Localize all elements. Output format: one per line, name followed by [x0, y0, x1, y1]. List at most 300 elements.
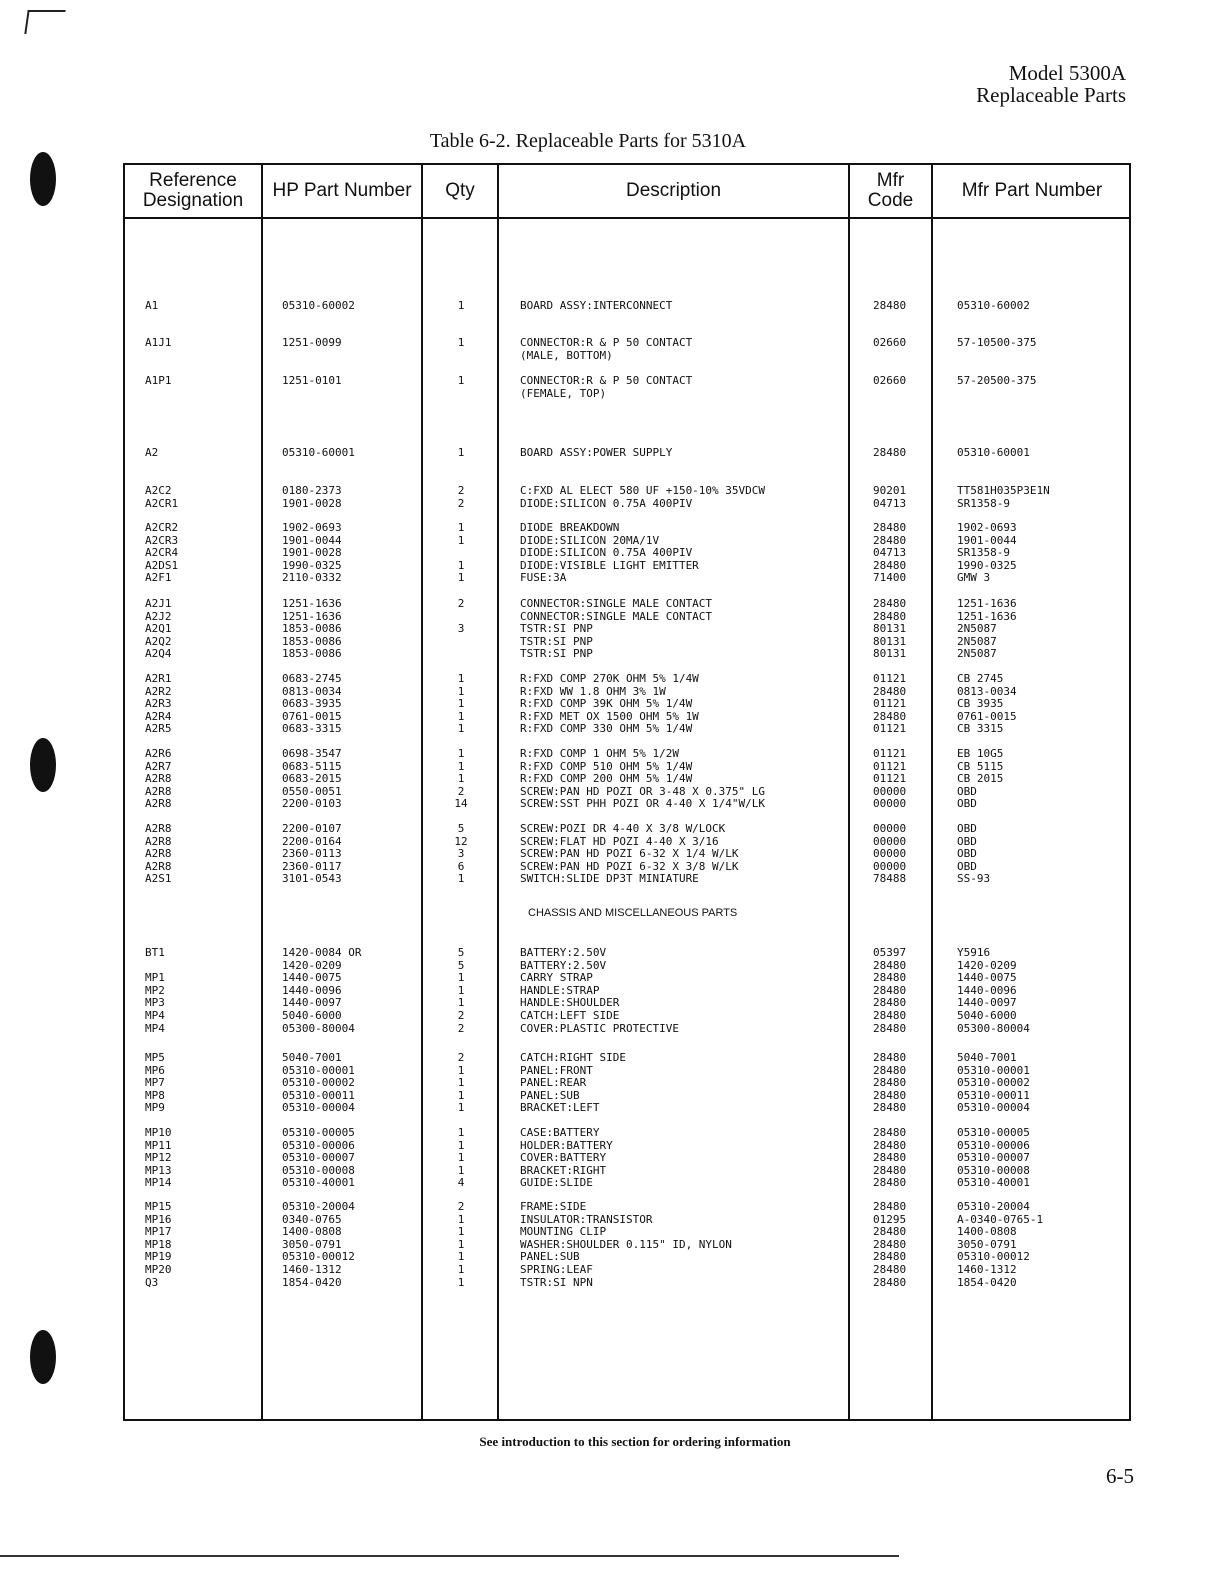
cell-desc: SCREW:PAN HD POZI OR 3-48 X 0.375" LG [520, 784, 766, 798]
cell-desc: R:FXD COMP 1 OHM 5% 1/2W [520, 747, 679, 760]
cell-mfrpart: 1902-0693 [957, 521, 1017, 534]
cell-ref: A2R5 [145, 722, 172, 736]
cell-hp: 05310-20004 [282, 1200, 355, 1213]
cell-mfrpart: 1990-0325 [957, 558, 1017, 572]
cell-qty: 1 [457, 872, 465, 886]
cell-mfr: 28480 [873, 1138, 907, 1152]
cell-desc: BATTERY:2.50V [520, 958, 607, 972]
cell-desc: R:FXD MET OX 1500 OHM 5% 1W [520, 709, 699, 723]
cell-ref: A2R3 [145, 697, 172, 711]
cell-hp: 1251-0099 [282, 336, 342, 349]
cell-qty: 5 [457, 946, 465, 959]
cell-mfrpart: 1440-0096 [957, 983, 1017, 997]
cell-desc: R:FXD COMP 330 OHM 5% 1/4W [520, 722, 693, 736]
bottom-rule [0, 1555, 899, 1557]
cell-hp: 5040-7001 [282, 1051, 342, 1064]
cell-mfrpart: 5040-6000 [957, 1009, 1017, 1022]
cell-qty: 1 [457, 747, 465, 760]
cell-mfr: 28480 [873, 609, 907, 623]
cell-ref: A2DS1 [145, 558, 179, 572]
cell-ref: A1J1 [145, 336, 172, 349]
cell-qty: 2 [457, 496, 465, 510]
cell-mfrpart: Y5916 [957, 946, 991, 959]
cell-desc: COVER:BATTERY [520, 1151, 607, 1165]
cell-ref: A2R1 [145, 672, 172, 685]
cell-qty: 1 [457, 1212, 465, 1226]
cell-desc: WASHER:SHOULDER 0.115" ID, NYLON [520, 1237, 732, 1251]
cell-hp: 0761-0015 [282, 709, 342, 723]
cell-desc: CONNECTOR:SINGLE MALE CONTACT [520, 597, 713, 610]
cell-mfrpart: 1854-0420 [957, 1275, 1017, 1289]
cell-qty: 2 [457, 1051, 465, 1064]
cell-ref: A2R7 [145, 759, 172, 773]
cell-mfr: 28480 [873, 1009, 907, 1022]
cell-desc: TSTR:SI PNP [520, 634, 593, 648]
header-model: Model 5300A [1008, 61, 1126, 85]
cell-mfr: 28480 [873, 1151, 907, 1165]
cell-qty: 1 [457, 374, 465, 387]
cell-desc: PANEL:FRONT [520, 1063, 593, 1077]
cell-desc: INSULATOR:TRANSISTOR [520, 1212, 653, 1226]
cell-hp: 2110-0332 [282, 571, 342, 585]
cell-mfrpart: 2N5087 [957, 622, 997, 636]
cell-hp: 5040-6000 [282, 1009, 342, 1022]
cell-hp: 0683-3315 [282, 722, 342, 736]
cell-ref: A2S1 [145, 872, 172, 886]
cell-mfr: 28480 [873, 1263, 907, 1276]
cell-qty: 3 [457, 622, 465, 636]
cell-hp: 0683-2015 [282, 772, 342, 786]
cell-hp: 0813-0034 [282, 684, 342, 698]
cell-mfr: 80131 [873, 634, 907, 648]
cell-hp: 3101-0543 [282, 872, 342, 886]
cell-ref: A2R8 [145, 847, 172, 861]
cell-desc: DIODE:SILICON 20MA/1V [520, 533, 660, 547]
cell-desc: R:FXD COMP 200 OHM 5% 1/4W [520, 772, 693, 786]
column-header-hp-part-label: HP Part Number [272, 180, 412, 201]
cell-ref: A1 [145, 299, 159, 312]
cell-mfrpart: SR1358-9 [957, 496, 1010, 510]
cell-ref: A2R8 [145, 822, 172, 835]
cell-ref: MP15 [145, 1200, 172, 1213]
cell-mfrpart: 1901-0044 [957, 533, 1017, 547]
cell-hp: 05310-00006 [282, 1138, 355, 1152]
cell-hp: 05310-00004 [282, 1101, 355, 1115]
cell-mfr: 04713 [873, 546, 907, 560]
cell-mfr: 01121 [873, 747, 907, 760]
cell-mfrpart: 05310-00005 [957, 1126, 1030, 1139]
cell-mfrpart: 05310-00012 [957, 1250, 1030, 1264]
cell-ref: MP2 [145, 983, 165, 997]
cell-mfr: 28480 [873, 597, 907, 610]
cell-desc: PANEL:SUB [520, 1250, 580, 1264]
cell-ref: A2R6 [145, 747, 172, 760]
cell-qty: 1 [457, 558, 465, 572]
cell-ref: A2R8 [145, 784, 172, 798]
cell-hp: 1854-0420 [282, 1275, 342, 1289]
cell-hp: 1901-0028 [282, 496, 342, 510]
cell-hp: 0698-3547 [282, 747, 342, 760]
cell-qty: 1 [457, 336, 465, 349]
cell-desc: CATCH:RIGHT SIDE [520, 1051, 626, 1064]
cell-mfrpart: 05310-00001 [957, 1063, 1030, 1077]
cell-ref: Q3 [145, 1275, 159, 1289]
cell-ref: MP4 [145, 1021, 165, 1035]
cell-desc: CONNECTOR:R & P 50 CONTACT (FEMALE, TOP) [520, 374, 693, 400]
cell-mfr: 02660 [873, 336, 907, 349]
cell-desc: BRACKET:RIGHT [520, 1163, 607, 1177]
cell-mfr: 01121 [873, 722, 907, 736]
cell-mfr: 28480 [873, 533, 907, 547]
cell-hp: 1901-0044 [282, 533, 342, 547]
cell-mfr: 28480 [873, 1021, 907, 1035]
cell-ref: A2C2 [145, 484, 172, 497]
cell-mfr: 28480 [873, 1063, 907, 1077]
cell-ref: MP3 [145, 996, 165, 1010]
cell-hp: 1853-0086 [282, 647, 342, 661]
cell-hp: 1420-0084 OR [282, 946, 362, 959]
cell-mfrpart: 05310-00011 [957, 1088, 1030, 1102]
cell-mfr: 28480 [873, 558, 907, 572]
header-section: Replaceable Parts [976, 83, 1126, 107]
cell-mfrpart: 05310-00006 [957, 1138, 1030, 1152]
cell-hp: 1251-1636 [282, 597, 342, 610]
cell-mfr: 01121 [873, 697, 907, 711]
cell-hp: 0683-5115 [282, 759, 342, 773]
cell-mfrpart: EB 10G5 [957, 747, 1004, 760]
cell-desc: CONNECTOR:SINGLE MALE CONTACT [520, 609, 713, 623]
cell-mfrpart: OBD [957, 847, 977, 861]
cell-mfrpart: 05310-60002 [957, 299, 1030, 312]
cell-qty: 4 [457, 1176, 465, 1190]
cell-mfrpart: OBD [957, 859, 977, 873]
cell-mfr: 01121 [873, 772, 907, 786]
cell-hp: 05300-80004 [282, 1021, 355, 1035]
cell-desc: CARRY STRAP [520, 971, 593, 985]
cell-desc: PANEL:SUB [520, 1088, 580, 1102]
cell-qty: 2 [457, 1021, 465, 1035]
cell-ref: MP10 [145, 1126, 172, 1139]
cell-ref: A2R8 [145, 797, 172, 811]
cell-desc: BRACKET:LEFT [520, 1101, 600, 1115]
cell-mfr: 05397 [873, 946, 907, 959]
cell-desc: SCREW:PAN HD POZI 6-32 X 3/8 W/LK [520, 859, 739, 873]
cell-mfrpart: 05310-20004 [957, 1200, 1030, 1213]
cell-desc: SPRING:LEAF [520, 1263, 593, 1276]
cell-mfrpart: SR1358-9 [957, 546, 1010, 560]
cell-desc: SCREW:PAN HD POZI 6-32 X 1/4 W/LK [520, 847, 739, 861]
cell-qty: 12 [454, 834, 468, 848]
cell-mfr: 00000 [873, 834, 907, 848]
cell-hp: 05310-00008 [282, 1163, 355, 1177]
cell-desc: R:FXD COMP 39K OHM 5% 1/4W [520, 697, 693, 711]
cell-hp: 0683-3935 [282, 697, 342, 711]
cell-hp: 05310-00007 [282, 1151, 355, 1165]
cell-hp: 05310-60002 [282, 299, 355, 312]
binder-hole-icon [30, 1330, 56, 1384]
cell-qty: 1 [457, 1063, 465, 1077]
column-header-qty-label: Qty [445, 180, 475, 201]
cell-ref: A2Q4 [145, 647, 172, 661]
cell-desc: HANDLE:STRAP [520, 983, 600, 997]
cell-mfrpart: CB 2745 [957, 672, 1004, 685]
cell-hp: 1901-0028 [282, 546, 342, 560]
page-header [976, 62, 1126, 106]
cell-ref: A2Q1 [145, 622, 172, 636]
cell-ref: MP4 [145, 1009, 165, 1022]
cell-qty: 1 [457, 1275, 465, 1289]
cell-ref: A2J1 [145, 597, 172, 610]
cell-ref: MP13 [145, 1163, 172, 1177]
cell-hp: 1251-0101 [282, 374, 342, 387]
cell-mfr: 00000 [873, 822, 907, 835]
cell-mfrpart: 05310-00008 [957, 1163, 1030, 1177]
cell-hp: 0340-0765 [282, 1212, 342, 1226]
cell-mfrpart: 57-10500-375 [957, 336, 1037, 349]
cell-qty: 1 [457, 1237, 465, 1251]
cell-ref: A2R8 [145, 772, 172, 786]
cell-desc: BOARD ASSY:INTERCONNECT [520, 299, 673, 312]
cell-hp: 1853-0086 [282, 634, 342, 648]
cell-ref: A2CR1 [145, 496, 179, 510]
cell-mfrpart: CB 2015 [957, 772, 1004, 786]
cell-desc: R:FXD WW 1.8 OHM 3% 1W [520, 684, 666, 698]
cell-mfr: 28480 [873, 1275, 907, 1289]
cell-mfr: 28480 [873, 1200, 907, 1213]
cell-qty: 1 [457, 672, 465, 685]
cell-mfr: 28480 [873, 983, 907, 997]
cell-mfrpart: 0813-0034 [957, 684, 1017, 698]
corner-crop-mark [24, 10, 65, 34]
cell-desc: MOUNTING CLIP [520, 1225, 607, 1239]
cell-ref: A1P1 [145, 374, 172, 387]
cell-mfrpart: 1251-1636 [957, 609, 1017, 623]
cell-qty: 1 [457, 1138, 465, 1152]
section-title-chassis: CHASSIS AND MISCELLANEOUS PARTS [528, 907, 738, 919]
cell-desc: SCREW:SST PHH POZI OR 4-40 X 1/4"W/LK [520, 797, 766, 811]
cell-qty: 1 [457, 772, 465, 786]
cell-qty: 1 [457, 1076, 465, 1090]
cell-ref: A2R2 [145, 684, 172, 698]
cell-hp: 2200-0103 [282, 797, 342, 811]
cell-mfr: 28480 [873, 1225, 907, 1239]
cell-hp: 1251-1636 [282, 609, 342, 623]
cell-ref: MP8 [145, 1088, 165, 1102]
cell-mfr: 02660 [873, 374, 907, 387]
cell-hp: 1400-0808 [282, 1225, 342, 1239]
cell-hp: 05310-40001 [282, 1176, 355, 1190]
cell-qty: 1 [457, 971, 465, 985]
cell-ref: MP20 [145, 1263, 172, 1276]
cell-qty: 5 [457, 822, 465, 835]
cell-mfrpart: 05310-00007 [957, 1151, 1030, 1165]
cell-ref: MP18 [145, 1237, 172, 1251]
page-number: 6-5 [1106, 1464, 1134, 1488]
cell-hp: 05310-00011 [282, 1088, 355, 1102]
cell-qty: 2 [457, 597, 465, 610]
cell-mfrpart: 05300-80004 [957, 1021, 1030, 1035]
cell-hp: 05310-00001 [282, 1063, 355, 1077]
cell-desc: C:FXD AL ELECT 580 UF +150-10% 35VDCW [520, 484, 766, 497]
cell-desc: DIODE:SILICON 0.75A 400PIV [520, 496, 693, 510]
cell-mfrpart: 05310-60001 [957, 446, 1030, 459]
cell-mfr: 00000 [873, 859, 907, 873]
cell-qty: 1 [457, 697, 465, 711]
table-title: Table 6-2. Replaceable Parts for 5310A [429, 130, 747, 152]
cell-mfr: 28480 [873, 1250, 907, 1264]
cell-desc: SCREW:FLAT HD POZI 4-40 X 3/16 [520, 834, 719, 848]
cell-mfrpart: CB 5115 [957, 759, 1004, 773]
column-header-description-label: Description [625, 180, 722, 201]
cell-hp: 05310-00005 [282, 1126, 355, 1139]
cell-qty: 1 [457, 571, 465, 585]
cell-mfrpart: TT581H035P3E1N [957, 484, 1050, 497]
cell-qty: 1 [457, 709, 465, 723]
cell-desc: FRAME:SIDE [520, 1200, 587, 1213]
cell-ref: MP6 [145, 1063, 165, 1077]
cell-hp: 0550-0051 [282, 784, 342, 798]
cell-hp: 2360-0117 [282, 859, 342, 873]
cell-qty: 14 [454, 797, 468, 811]
cell-hp: 2200-0107 [282, 822, 342, 835]
cell-mfr: 28480 [873, 1076, 907, 1090]
cell-qty: 2 [457, 484, 465, 497]
cell-ref: MP7 [145, 1076, 165, 1090]
cell-hp: 2360-0113 [282, 847, 342, 861]
cell-mfr: 28480 [873, 1176, 907, 1190]
cell-mfrpart: OBD [957, 797, 977, 811]
cell-qty: 1 [457, 533, 465, 547]
cell-ref: MP12 [145, 1151, 172, 1165]
cell-mfrpart: 57-20500-375 [957, 374, 1037, 387]
cell-desc: R:FXD COMP 510 OHM 5% 1/4W [520, 759, 693, 773]
cell-ref: MP5 [145, 1051, 165, 1064]
cell-ref: MP9 [145, 1101, 165, 1115]
cell-mfrpart: OBD [957, 822, 977, 835]
cell-mfrpart: 1251-1636 [957, 597, 1017, 610]
column-header-reference-label: Reference Designation [142, 170, 244, 211]
cell-desc: DIODE BREAKDOWN [520, 521, 620, 534]
cell-desc: PANEL:REAR [520, 1076, 587, 1090]
cell-qty: 6 [457, 859, 465, 873]
cell-qty: 1 [457, 1088, 465, 1102]
cell-mfr: 28480 [873, 1088, 907, 1102]
cell-ref: MP11 [145, 1138, 172, 1152]
cell-mfr: 71400 [873, 571, 907, 585]
cell-desc: CONNECTOR:R & P 50 CONTACT (MALE, BOTTOM) [520, 336, 693, 362]
cell-desc: CASE:BATTERY [520, 1126, 600, 1139]
cell-mfr: 28480 [873, 684, 907, 698]
cell-mfr: 01121 [873, 672, 907, 685]
cell-qty: 1 [457, 1101, 465, 1115]
cell-hp: 1853-0086 [282, 622, 342, 636]
cell-qty: 3 [457, 847, 465, 861]
cell-mfr: 28480 [873, 446, 907, 459]
cell-qty: 1 [457, 996, 465, 1010]
cell-mfr: 80131 [873, 622, 907, 636]
cell-mfr: 00000 [873, 847, 907, 861]
cell-desc: FUSE:3A [520, 571, 567, 585]
cell-qty: 1 [457, 1225, 465, 1239]
cell-desc: COVER:PLASTIC PROTECTIVE [520, 1021, 679, 1035]
cell-qty: 1 [457, 759, 465, 773]
cell-mfr: 28480 [873, 971, 907, 985]
cell-qty: 1 [457, 1250, 465, 1264]
parts-table [123, 163, 1131, 1421]
cell-desc: SCREW:POZI DR 4-40 X 3/8 W/LOCK [520, 822, 726, 835]
cell-mfr: 28480 [873, 1163, 907, 1177]
cell-desc: BOARD ASSY:POWER SUPPLY [520, 446, 673, 459]
cell-qty: 1 [457, 1263, 465, 1276]
cell-mfrpart: 1440-0075 [957, 971, 1017, 985]
cell-mfrpart: 0761-0015 [957, 709, 1017, 723]
cell-hp: 0683-2745 [282, 672, 342, 685]
cell-qty: 1 [457, 521, 465, 534]
column-header-mfr-code-label: Mfr Code [867, 170, 914, 211]
cell-desc: TSTR:SI PNP [520, 622, 593, 636]
cell-ref: A2J2 [145, 609, 172, 623]
binder-hole-icon [30, 738, 56, 792]
cell-qty: 1 [457, 299, 465, 312]
cell-qty: 1 [457, 1126, 465, 1139]
cell-hp: 2200-0164 [282, 834, 342, 848]
cell-hp: 1460-1312 [282, 1263, 342, 1276]
cell-mfr: 78488 [873, 872, 907, 886]
cell-ref: A2F1 [145, 571, 172, 585]
cell-ref: A2CR4 [145, 546, 179, 560]
cell-mfr: 28480 [873, 1051, 907, 1064]
cell-ref: A2R8 [145, 859, 172, 873]
cell-mfrpart: 05310-40001 [957, 1176, 1030, 1190]
cell-mfr: 28480 [873, 958, 907, 972]
cell-ref: A2 [145, 446, 159, 459]
cell-ref: A2Q2 [145, 634, 172, 648]
cell-qty: 1 [457, 983, 465, 997]
cell-qty: 5 [457, 958, 465, 972]
cell-desc: TSTR:SI PNP [520, 647, 593, 661]
cell-hp: 1990-0325 [282, 558, 342, 572]
cell-ref: BT1 [145, 946, 165, 959]
cell-desc: DIODE:SILICON 0.75A 400PIV [520, 546, 693, 560]
cell-hp: 1440-0097 [282, 996, 342, 1010]
cell-mfrpart: 1460-1312 [957, 1263, 1017, 1276]
cell-mfr: 04713 [873, 496, 907, 510]
footer-note: See introduction to this section for ordering information [479, 1434, 791, 1449]
binder-hole-icon [30, 152, 56, 206]
cell-desc: SWITCH:SLIDE DP3T MINIATURE [520, 872, 699, 886]
cell-mfrpart: 5040-7001 [957, 1051, 1017, 1064]
cell-mfr: 90201 [873, 484, 907, 497]
cell-desc: DIODE:VISIBLE LIGHT EMITTER [520, 558, 699, 572]
cell-mfrpart: GMW 3 [957, 571, 991, 585]
cell-mfrpart: 2N5087 [957, 634, 997, 648]
cell-qty: 1 [457, 446, 465, 459]
cell-qty: 2 [457, 1009, 465, 1022]
cell-ref: A2CR2 [145, 521, 179, 534]
cell-ref: MP14 [145, 1176, 172, 1190]
cell-hp: 0180-2373 [282, 484, 342, 497]
cell-desc: HANDLE:SHOULDER [520, 996, 620, 1010]
cell-mfrpart: 1400-0808 [957, 1225, 1017, 1239]
cell-ref: MP17 [145, 1225, 172, 1239]
column-header-mfr-part-label: Mfr Part Number [961, 180, 1103, 201]
cell-mfrpart: 05310-00004 [957, 1101, 1030, 1115]
cell-hp: 05310-60001 [282, 446, 355, 459]
cell-mfr: 28480 [873, 299, 907, 312]
cell-ref: A2R4 [145, 709, 172, 723]
cell-mfr: 28480 [873, 1237, 907, 1251]
cell-mfr: 28480 [873, 1101, 907, 1115]
